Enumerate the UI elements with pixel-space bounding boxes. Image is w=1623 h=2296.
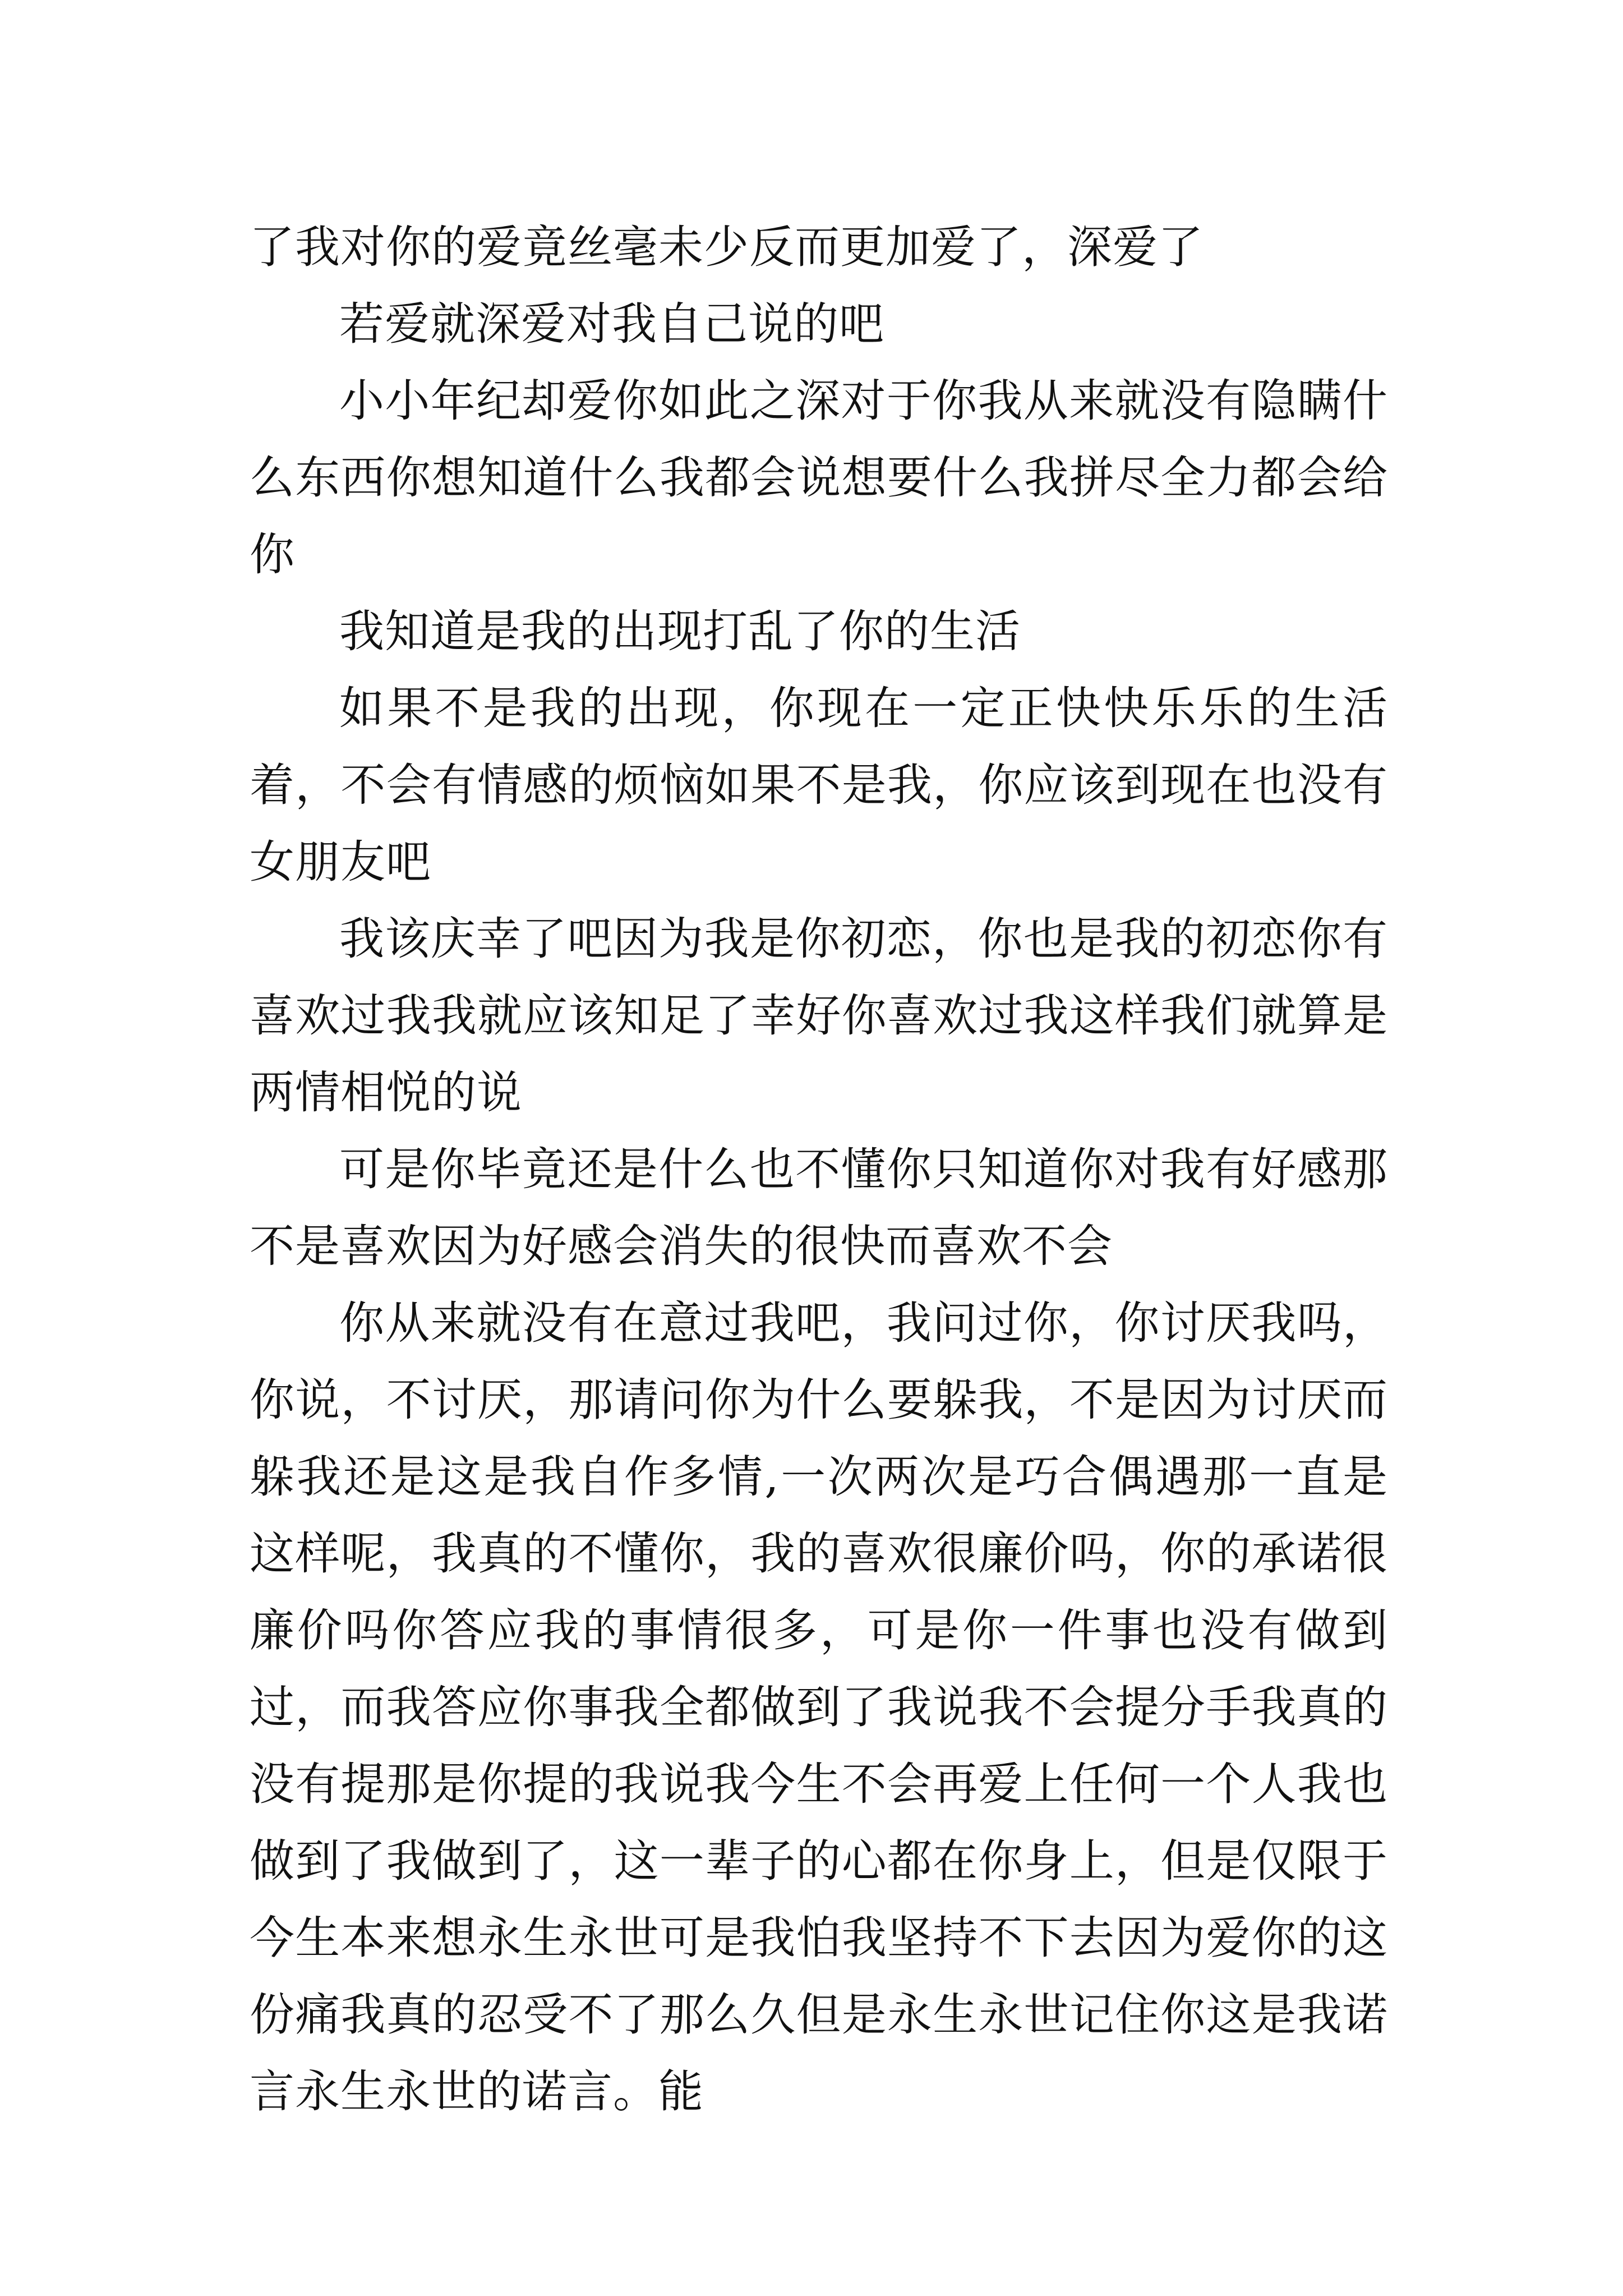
paragraph: 我知道是我的出现打乱了你的生活	[339, 605, 1021, 657]
paragraph: 我该庆幸了吧因为我是你初恋，你也是我的初恋你有喜欢过我我就应该知足了幸好你喜欢过我这样我们就算是两情相悦的说	[250, 913, 1388, 1119]
body-text	[250, 209, 1388, 2130]
paragraph-continuation: 了我对你的爱竟丝毫未少反而更加爱了，深爱了	[250, 221, 1204, 273]
paragraph: 小小年纪却爱你如此之深对于你我从来就没有隐瞒什么东西你想知道什么我都会说想要什么我拼尽全力都会给你	[250, 375, 1388, 581]
paragraph: 如果不是我的出现，你现在一定正快快乐乐的生活着，不会有情感的烦恼如果不是我，你应该到现在也没有女朋友吧	[250, 682, 1388, 888]
paragraph: 若爱就深爱对我自己说的吧	[339, 298, 884, 350]
paragraph: 可是你毕竟还是什么也不懂你只知道你对我有好感那不是喜欢因为好感会消失的很快而喜欢不会	[250, 1143, 1388, 1272]
paragraph: 你从来就没有在意过我吧，我问过你，你讨厌我吗，你说，不讨厌，那请问你为什么要躲我，不是因为讨厌而躲我还是这是我自作多情,一次两次是巧合偶遇那一直是这样呢，我真的不懂你，我的喜欢很廉价吗，你的承诺很廉价吗你答应我的事情很多，可是你一件事也没有做到过，而我答应你事我全都做到了我说我不会提分手我真的没有提那是你提的我说我今生不会再爱上任何一个人我也做到了我做到了，这一辈子的心都在你身上，但是仅限于今生本来想永生永世可是我怕我坚持不下去因为爱你的这份痛我真的忍受不了那么久但是永生永世记住你这是我诺言永生永世的诺言。能	[250, 1297, 1388, 2118]
